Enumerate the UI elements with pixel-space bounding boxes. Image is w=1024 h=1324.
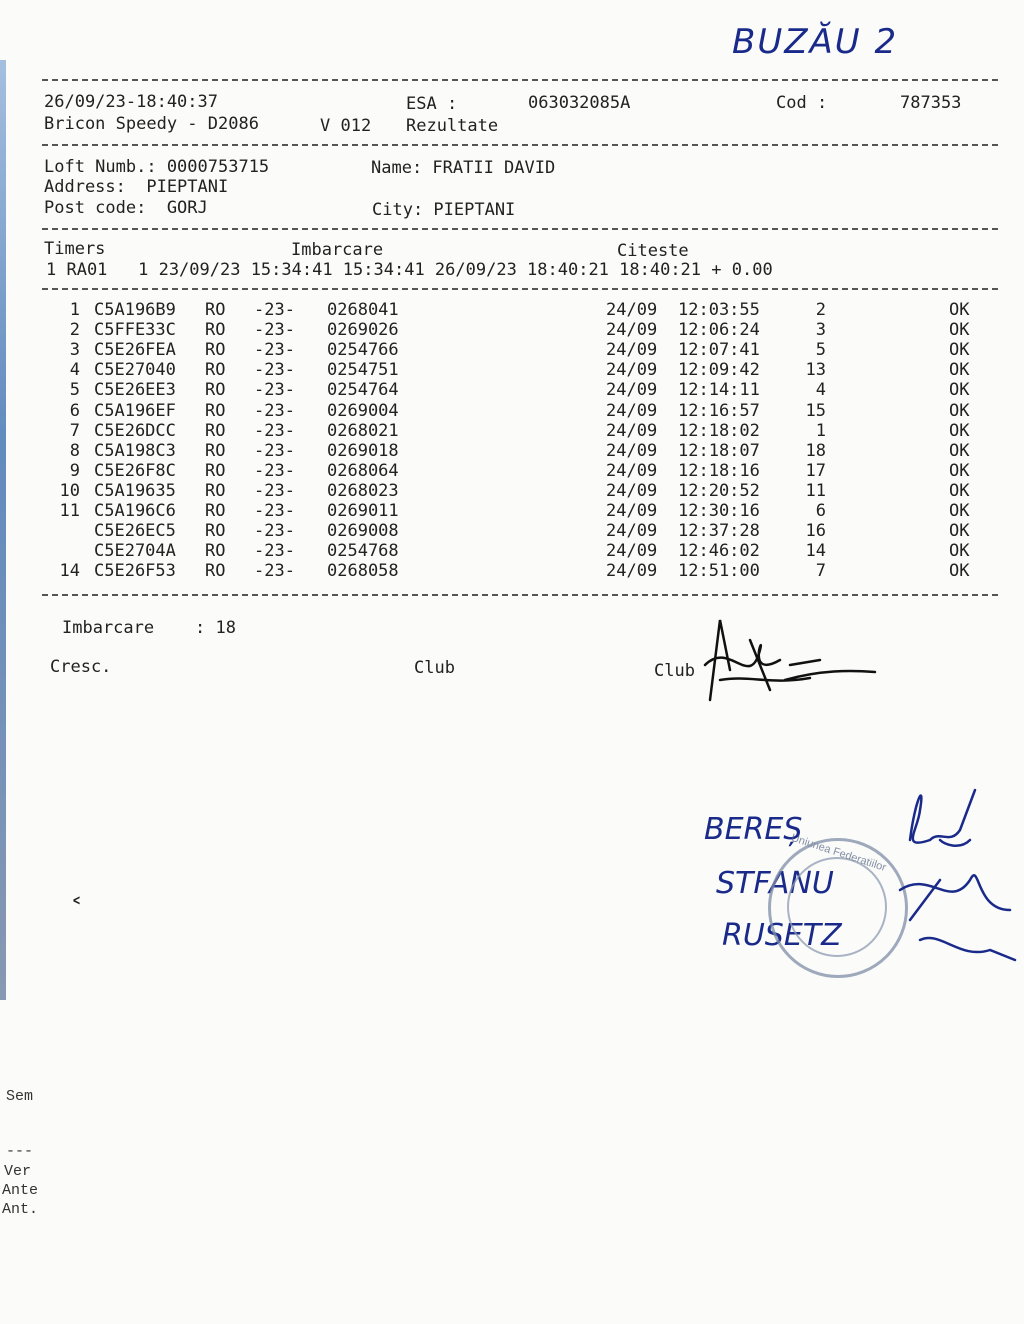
cell-pos: 17: [805, 460, 826, 481]
handwritten-name-2: STFANU: [716, 866, 834, 901]
cell-ring: C5E26EE3: [94, 380, 176, 401]
cell-year: -23-: [254, 360, 295, 381]
cell-country: RO: [205, 521, 226, 542]
cell-time: 12:18:07: [678, 440, 760, 461]
cell-date: 24/09: [606, 300, 658, 320]
cell-ring: C5FFE33C: [94, 320, 176, 341]
cell-pos: 4: [815, 380, 826, 401]
cell-status: OK: [949, 440, 970, 461]
cell-pos: 18: [805, 440, 826, 461]
cell-year: -23-: [254, 541, 295, 562]
cell-date: 24/09: [606, 420, 658, 441]
timers-label: Timers: [44, 239, 106, 259]
cell-country: RO: [205, 460, 226, 481]
cell-ring: C5A196C6: [94, 501, 176, 521]
cell-country: RO: [205, 541, 226, 562]
cell-pos: 2: [815, 300, 826, 320]
cell-country: RO: [205, 440, 226, 461]
left-fragment-sem: Sem: [6, 1088, 34, 1105]
header-esa-label: ESA :: [406, 94, 458, 114]
cell-status: OK: [949, 420, 970, 441]
cell-status: OK: [949, 300, 970, 320]
cell-pos: 13: [805, 360, 826, 381]
cell-time: 12:51:00: [678, 561, 760, 582]
cell-num: 0269004: [327, 400, 399, 421]
cell-n: 14: [59, 561, 80, 582]
cell-year: -23-: [254, 460, 295, 481]
cell-time: 12:37:28: [678, 521, 760, 542]
cell-date: 24/09: [606, 440, 658, 461]
divider-timers: [42, 288, 998, 290]
table-row: [0, 481, 1024, 501]
cell-year: -23-: [254, 420, 295, 441]
table-row: [0, 401, 1024, 421]
cell-time: 12:18:16: [678, 460, 760, 481]
cell-pos: 15: [805, 400, 826, 421]
cell-date: 24/09: [606, 561, 658, 582]
cell-n: 9: [69, 460, 80, 481]
cell-time: 12:18:02: [678, 420, 760, 441]
cell-n: 6: [69, 400, 80, 421]
cell-n: 10: [59, 480, 80, 501]
cell-year: -23-: [254, 440, 295, 461]
cell-num: 0268041: [327, 300, 399, 320]
cell-num: 0254768: [327, 541, 399, 562]
cell-year: -23-: [254, 300, 295, 320]
cell-date: 24/09: [606, 480, 658, 501]
cell-country: RO: [205, 420, 226, 441]
cell-n: 8: [69, 440, 80, 461]
cell-status: OK: [949, 460, 970, 481]
cell-ring: C5E26FEA: [94, 340, 176, 361]
cell-ring: C5E27040: [94, 360, 176, 381]
cell-date: 24/09: [606, 460, 658, 481]
header-datetime: 26/09/23-18:40:37: [44, 92, 218, 112]
table-row: [0, 441, 1024, 461]
stray-mark: ˂: [70, 895, 83, 925]
cell-time: 12:16:57: [678, 400, 760, 421]
cell-year: -23-: [254, 400, 295, 421]
cell-year: -23-: [254, 501, 295, 521]
table-row: [0, 300, 1024, 320]
cell-ring: C5E2704A: [94, 541, 176, 562]
divider-top: [42, 79, 998, 81]
cell-num: 0268064: [327, 460, 399, 481]
cell-date: 24/09: [606, 521, 658, 542]
cell-pos: 3: [815, 320, 826, 341]
cell-num: 0269026: [327, 320, 399, 341]
table-row: [0, 360, 1024, 380]
cell-ring: C5E26F53: [94, 561, 176, 582]
cell-date: 24/09: [606, 360, 658, 381]
cell-status: OK: [949, 480, 970, 501]
table-row: [0, 521, 1024, 541]
cell-status: OK: [949, 320, 970, 341]
cell-country: RO: [205, 400, 226, 421]
cell-time: 12:46:02: [678, 541, 760, 562]
cell-ring: C5E26EC5: [94, 521, 176, 542]
divider-results: [42, 594, 998, 596]
cell-time: 12:09:42: [678, 360, 760, 381]
cell-status: OK: [949, 360, 970, 381]
cell-time: 12:14:11: [678, 380, 760, 401]
cell-ring: C5A196EF: [94, 400, 176, 421]
cell-date: 24/09: [606, 541, 658, 562]
cell-ring: C5E26F8C: [94, 460, 176, 481]
cell-year: -23-: [254, 340, 295, 361]
cell-time: 12:06:24: [678, 320, 760, 341]
cell-country: RO: [205, 501, 226, 521]
table-row: [0, 320, 1024, 340]
cell-n: 4: [69, 360, 80, 381]
cell-ring: C5A198C3: [94, 440, 176, 461]
cell-pos: 6: [815, 501, 826, 521]
cell-country: RO: [205, 360, 226, 381]
timer-line: 1 RA01 1 23/09/23 15:34:41 15:34:41 26/09/23 18:40:21 18:40:21 + 0.00: [46, 260, 773, 280]
cell-ring: C5A19635: [94, 480, 176, 501]
cell-status: OK: [949, 340, 970, 361]
footer-club-label-2: Club: [654, 661, 695, 681]
handwritten-region-label: BUZĂU 2: [732, 22, 899, 62]
table-row: [0, 380, 1024, 400]
timers-citeste-label: Citeste: [617, 241, 689, 261]
cell-country: RO: [205, 300, 226, 320]
header-version: V 012: [320, 116, 372, 136]
timers-imbarcare-label: Imbarcare: [291, 240, 384, 260]
stamp-text: Uniunea Federatiilor: [789, 831, 888, 875]
cell-date: 24/09: [606, 501, 658, 521]
cell-year: -23-: [254, 480, 295, 501]
loft-address: Address: PIEPTANI: [44, 177, 229, 197]
cell-num: 0254751: [327, 360, 399, 381]
cell-num: 0269008: [327, 521, 399, 542]
cell-n: 5: [69, 380, 80, 401]
loft-name: Name: FRATII DAVID: [371, 158, 556, 178]
cell-country: RO: [205, 561, 226, 582]
cell-time: 12:07:41: [678, 340, 760, 361]
cell-time: 12:03:55: [678, 300, 760, 320]
cell-n: 1: [69, 300, 80, 320]
club-signature: [690, 610, 880, 710]
cell-status: OK: [949, 380, 970, 401]
cell-country: RO: [205, 320, 226, 341]
loft-postcode: Post code: GORJ: [44, 198, 208, 218]
header-cod-label: Cod :: [776, 93, 828, 113]
signature-right: [880, 770, 1020, 980]
header-esa-value: 063032085A: [528, 93, 631, 113]
cell-status: OK: [949, 541, 970, 562]
cell-num: 0254764: [327, 380, 399, 401]
cell-date: 24/09: [606, 400, 658, 421]
header-report: Rezultate: [406, 116, 499, 136]
cell-country: RO: [205, 340, 226, 361]
divider-header: [42, 144, 998, 146]
cell-time: 12:30:16: [678, 501, 760, 521]
cell-country: RO: [205, 380, 226, 401]
table-row: [0, 421, 1024, 441]
cell-date: 24/09: [606, 340, 658, 361]
cell-num: 0268023: [327, 480, 399, 501]
cell-date: 24/09: [606, 320, 658, 341]
footer-club-label: Club: [414, 658, 455, 678]
cell-ring: C5E26DCC: [94, 420, 176, 441]
cell-time: 12:20:52: [678, 480, 760, 501]
cell-num: 0268021: [327, 420, 399, 441]
cell-pos: 16: [805, 521, 826, 542]
cell-pos: 7: [815, 561, 826, 582]
header-cod-value: 787353: [900, 93, 962, 113]
cell-status: OK: [949, 521, 970, 542]
loft-city: City: PIEPTANI: [372, 200, 516, 220]
cell-pos: 11: [805, 480, 826, 501]
cell-pos: 1: [815, 420, 826, 441]
cell-status: OK: [949, 501, 970, 521]
cell-year: -23-: [254, 380, 295, 401]
table-row: [0, 541, 1024, 561]
cell-ring: C5A196B9: [94, 300, 176, 320]
loft-number: Loft Numb.: 0000753715: [44, 157, 270, 177]
cell-n: 2: [69, 320, 80, 341]
cell-date: 24/09: [606, 380, 658, 401]
table-row: [0, 501, 1024, 521]
left-fragment-ante: Ante: [2, 1182, 39, 1199]
cell-country: RO: [205, 480, 226, 501]
cell-status: OK: [949, 400, 970, 421]
left-fragment-ver: Ver: [4, 1163, 32, 1180]
divider-loft: [42, 228, 998, 230]
cell-year: -23-: [254, 521, 295, 542]
handwritten-name-1: BEREȘ: [704, 812, 803, 847]
cell-status: OK: [949, 561, 970, 582]
footer-cresc-label: Cresc.: [50, 657, 112, 677]
footer-imbarcare: Imbarcare : 18: [62, 618, 236, 638]
cell-pos: 14: [805, 541, 826, 562]
cell-year: -23-: [254, 561, 295, 582]
header-device: Bricon Speedy - D2086: [44, 114, 259, 134]
cell-num: 0269018: [327, 440, 399, 461]
left-fragment-ant: Ant.: [2, 1201, 39, 1218]
cell-num: 0269011: [327, 501, 399, 521]
table-row: [0, 340, 1024, 360]
cell-n: 3: [69, 340, 80, 361]
left-fragment-dashes: ---: [6, 1143, 34, 1160]
cell-pos: 5: [815, 340, 826, 361]
cell-num: 0268058: [327, 561, 399, 582]
handwritten-name-3: RUSETZ: [722, 918, 842, 953]
table-row: [0, 461, 1024, 481]
table-row: [0, 561, 1024, 581]
cell-year: -23-: [254, 320, 295, 341]
cell-n: 11: [59, 501, 80, 521]
cell-num: 0254766: [327, 340, 399, 361]
cell-n: 7: [69, 420, 80, 441]
